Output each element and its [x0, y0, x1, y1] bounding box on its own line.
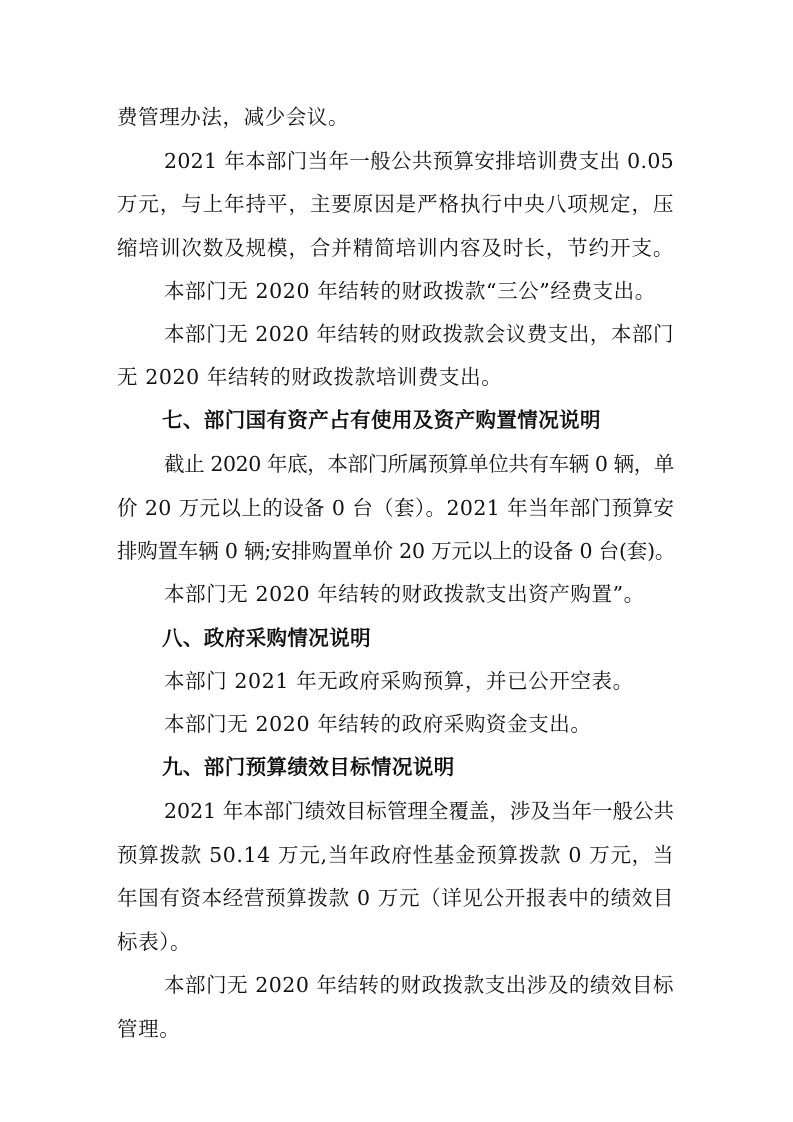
section-heading: 八、政府采购情况说明 [162, 626, 371, 650]
section-heading: 七、部门国有资产占有使用及资产购置情况说明 [162, 408, 601, 432]
paragraph-line: 缩培训次数及规模，合并精简培训内容及时长，节约开支。 [117, 236, 674, 260]
paragraph-line: 价 20 万元以上的设备 0 台（套）。2021 年当年部门预算安 [117, 496, 675, 520]
paragraph-line: 2021 年本部门绩效目标管理全覆盖，涉及当年一般公共 [164, 799, 674, 823]
paragraph-line: 年国有资本经营预算拨款 0 万元（详见公开报表中的绩效目 [117, 886, 674, 910]
paragraph-line: 本部门无 2020 年结转的政府采购资金支出。 [164, 712, 592, 736]
paragraph-line: 万元，与上年持平，主要原因是严格执行中央八项规定，压 [117, 192, 674, 216]
paragraph-line: 本部门 2021 年无政府采购预算，并已公开空表。 [164, 669, 634, 693]
paragraph-line: 费管理办法，减少会议。 [117, 105, 350, 129]
paragraph-line: 排购置车辆 0 辆;安排购置单价 20 万元以上的设备 0 台(套)。 [117, 539, 676, 563]
paragraph-line: 本部门无 2020 年结转的财政拨款支出资产购置”。 [164, 582, 645, 606]
paragraph-line: 预算拨款 50.14 万元,当年政府性基金预算拨款 0 万元，当 [117, 843, 674, 867]
section-heading: 九、部门预算绩效目标情况说明 [162, 755, 455, 779]
paragraph-line: 截止 2020 年底，本部门所属预算单位共有车辆 0 辆，单 [164, 452, 674, 476]
paragraph-line: 2021 年本部门当年一般公共预算安排培训费支出 0.05 [164, 149, 674, 173]
paragraph-line: 本部门无 2020 年结转的财政拨款“三公”经费支出。 [164, 279, 656, 303]
paragraph-line: 无 2020 年结转的财政拨款培训费支出。 [117, 365, 503, 389]
paragraph-line: 管理。 [117, 1017, 181, 1041]
paragraph-line: 本部门无 2020 年结转的财政拨款会议费支出，本部门 [164, 322, 674, 346]
paragraph-line: 本部门无 2020 年结转的财政拨款支出涉及的绩效目标 [164, 973, 674, 997]
paragraph-line: 标表）。 [117, 930, 192, 954]
